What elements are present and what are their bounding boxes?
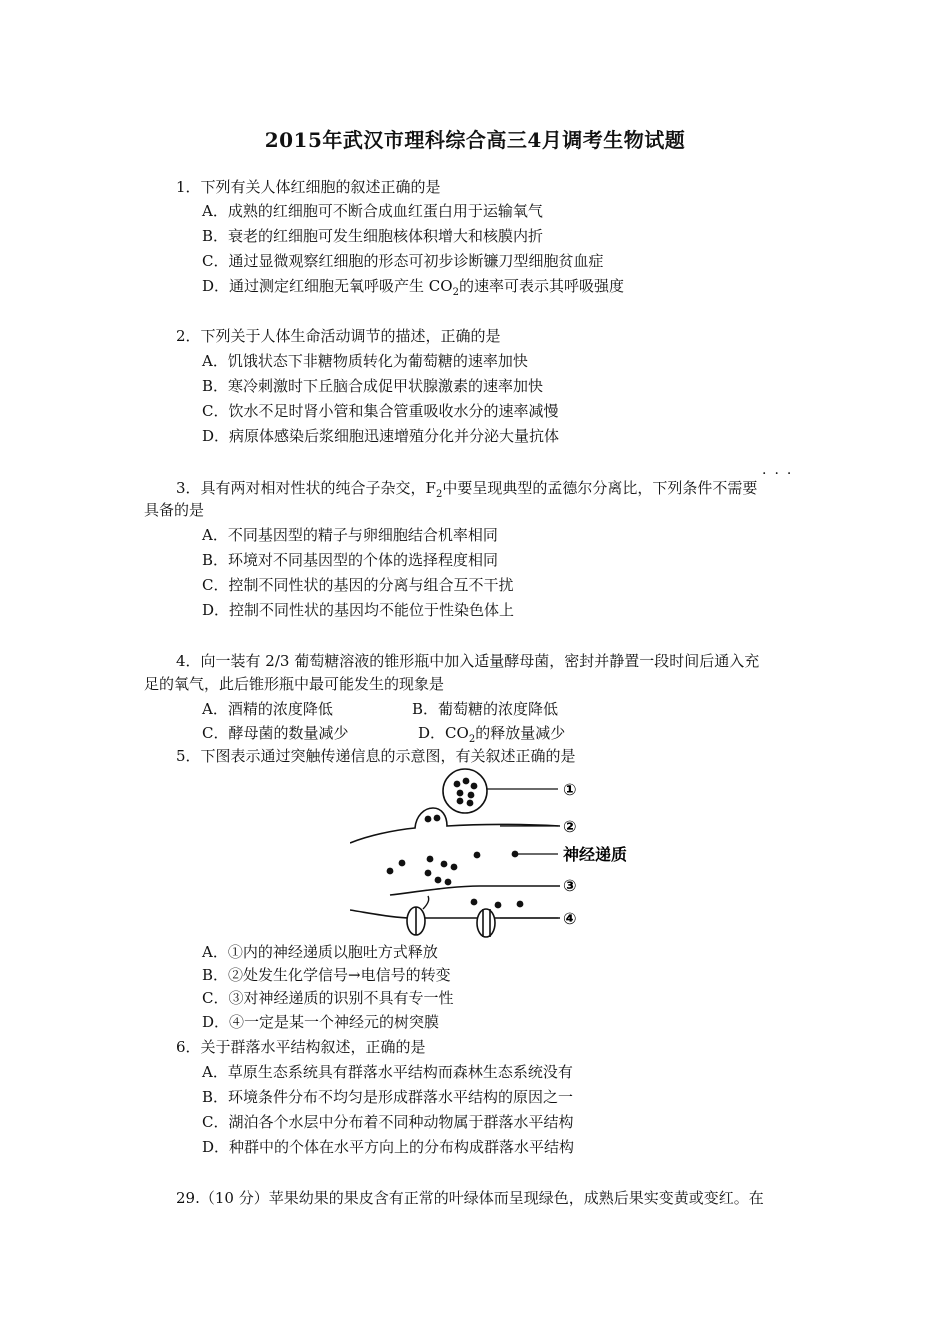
question-1-option-a: A．成熟的红细胞可不断合成血红蛋白用于运输氧气 — [202, 202, 543, 220]
label-neurotransmitter: 神经递质 — [563, 845, 628, 864]
question-3-stem-continued: 具备的是 — [144, 501, 205, 519]
label-3: ③ — [563, 876, 577, 895]
question-1-option-d: D．通过测定红细胞无氧呼吸产生 $CO_2$的速率可表示其呼吸强度 — [202, 277, 624, 298]
label-1: ① — [563, 780, 577, 799]
question-5-option-b: B．②处发生化学信号→电信号的转变 — [202, 966, 451, 984]
question-3-stem: 3．具有两对相对性状的纯合子杂交，$F_2$中要呈现典型的孟德尔分离比，下列条件不需要 — [176, 479, 758, 500]
question-6-option-c: C．湖泊各个水层中分布着不同种动物属于群落水平结构 — [202, 1113, 574, 1131]
question-6-option-a: A．草原生态系统具有群落水平结构而森林生态系统没有 — [202, 1063, 573, 1081]
question-5-option-d: D．④一定是某一个神经元的树突膜 — [202, 1013, 440, 1031]
question-5-option-a: A．①内的神经递质以胞吐方式释放 — [202, 943, 438, 961]
question-4-option-d: D．$CO_2$的释放量减少 — [418, 724, 566, 745]
question-1-option-b: B．衰老的红细胞可发生细胞核体积增大和核膜内折 — [202, 227, 544, 245]
question-4-option-c: C．酵母菌的数量减少 — [202, 724, 349, 742]
question-6-stem: 6．关于群落水平结构叙述，正确的是 — [176, 1038, 426, 1056]
question-3-option-d: D．控制不同性状的基因均不能位于性染色体上 — [202, 601, 515, 619]
question-3-option-a: A．不同基因型的精子与卵细胞结合机率相同 — [202, 526, 498, 544]
question-4-option-a: A．酒精的浓度降低 — [202, 700, 333, 718]
question-6-option-d: D．种群中的个体在水平方向上的分布构成群落水平结构 — [202, 1138, 575, 1156]
page-title: 2015年武汉市理科综合高三4月调考生物试题 — [264, 128, 686, 152]
label-2: ② — [563, 817, 577, 836]
question-29-stem: 29.（10 分）苹果幼果的果皮含有正常的叶绿体而呈现绿色，成熟后果实变黄或变红。在 — [176, 1189, 764, 1207]
question-2-option-b: B．寒冷刺激时下丘脑合成促甲状腺激素的速率加快 — [202, 377, 544, 395]
question-2-option-c: C．饮水不足时肾小管和集合管重吸收水分的速率减慢 — [202, 402, 559, 420]
question-2-option-a: A．饥饿状态下非糖物质转化为葡萄糖的速率加快 — [202, 352, 528, 370]
question-2-stem: 2．下列关于人体生命活动调节的描述，正确的是 — [176, 327, 501, 345]
question-4-stem-continued: 足的氧气，此后锥形瓶中最可能发生的现象是 — [144, 675, 445, 693]
emphasis-dots: ··· — [762, 466, 800, 482]
question-2-option-d: D．病原体感染后浆细胞迅速增殖分化并分泌大量抗体 — [202, 427, 560, 445]
synapse-diagram — [350, 768, 640, 938]
question-4-stem: 4．向一装有 2/3 葡萄糖溶液的锥形瓶中加入适量酵母菌，密封并静置一段时间后通入充 — [176, 652, 760, 670]
label-4: ④ — [563, 909, 577, 928]
question-4-option-b: B．葡萄糖的浓度降低 — [412, 700, 559, 718]
question-6-option-b: B．环境条件分布不均匀是形成群落水平结构的原因之一 — [202, 1088, 574, 1106]
question-1-option-c: C．通过显微观察红细胞的形态可初步诊断镰刀型细胞贫血症 — [202, 252, 604, 270]
question-5-stem: 5．下图表示通过突触传递信息的示意图，有关叙述正确的是 — [176, 747, 576, 765]
neurotransmitter-dots — [387, 851, 519, 886]
question-1-stem: 1．下列有关人体红细胞的叙述正确的是 — [176, 178, 441, 196]
question-3-option-b: B．环境对不同基因型的个体的选择程度相同 — [202, 551, 499, 569]
question-5-option-c: C．③对神经递质的识别不具有专一性 — [202, 989, 454, 1007]
question-3-option-c: C．控制不同性状的基因的分离与组合互不干扰 — [202, 576, 514, 594]
